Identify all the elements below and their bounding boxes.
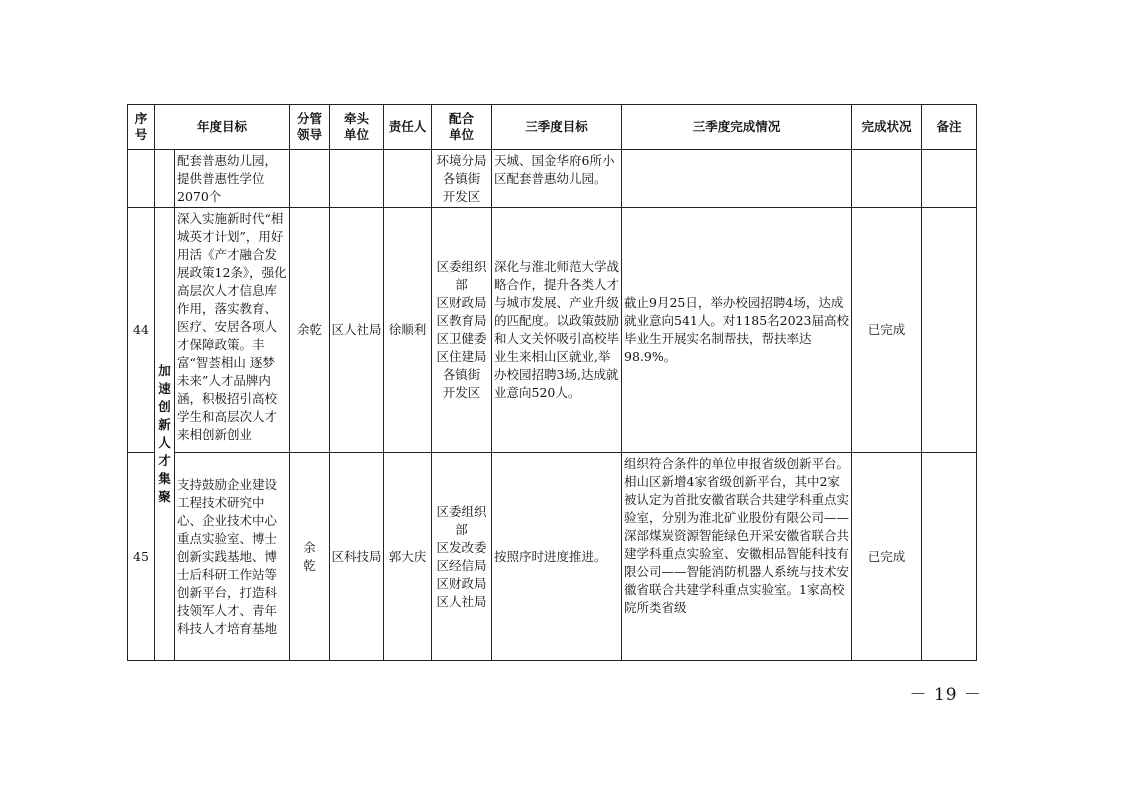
row-q3-progress: 截止9月25日，举办校园招聘4场，达成就业意向541人。对1185名2023届高校毕业生开展实名制帮扶，帮扶率达98.9%。	[622, 208, 852, 453]
row-lead-unit: 区人社局	[330, 208, 384, 453]
row-seq: 45	[128, 453, 155, 661]
row-lead-unit	[330, 150, 384, 208]
header-lead-unit: 牵头 单位	[330, 105, 384, 150]
row-remark	[922, 453, 977, 661]
table-row	[128, 453, 977, 661]
category-cell	[155, 208, 175, 661]
row-lead-unit: 区科技局	[330, 453, 384, 661]
category-label: 加速创新人才集聚	[158, 363, 171, 504]
row-coop-unit: 环境分局 各镇街 开发区	[432, 150, 492, 208]
header-responsible: 责任人	[384, 105, 432, 150]
header-coop-unit: 配合 单位	[432, 105, 492, 150]
row-q3-goal: 天城、国金华府6所小区配套普惠幼儿园。	[492, 150, 622, 208]
row-leader: 余 乾	[290, 453, 330, 661]
row-q3-progress	[622, 150, 852, 208]
header-q3-goal: 三季度目标	[492, 105, 622, 150]
row-responsible	[384, 150, 432, 208]
table-row	[128, 150, 977, 208]
header-leader: 分管 领导	[290, 105, 330, 150]
row-responsible: 徐顺利	[384, 208, 432, 453]
header-q3-progress: 三季度完成情况	[622, 105, 852, 150]
target-table	[127, 104, 977, 661]
header-annual-goal: 年度目标	[155, 105, 290, 150]
row-leader: 余乾	[290, 208, 330, 453]
header-remark: 备注	[922, 105, 977, 150]
row-status	[852, 150, 922, 208]
row-responsible: 郭大庆	[384, 453, 432, 661]
header-status: 完成状况	[852, 105, 922, 150]
row-seq: 44	[128, 208, 155, 453]
row-q3-goal: 深化与淮北师范大学战略合作，提升各类人才与城市发展、产业升级的匹配度。以政策鼓励和人文关怀吸引高校毕业生来相山区就业,举办校园招聘3场,达成就业意向520人。	[492, 208, 622, 453]
category-cell-empty	[155, 150, 175, 208]
row-status: 已完成	[852, 208, 922, 453]
row-q3-progress: 组织符合条件的单位申报省级创新平台。相山区新增4家省级创新平台，其中2家被认定为首批安徽省联合共建学科重点实验室，分别为淮北矿业股份有限公司——深部煤炭资源智能绿色开采安徽省联合共建学科重点实验室、安徽相品智能科技有限公司——智能消防机器人系统与技术安徽省联合共建学科重点实验室。1家高校院所类省级	[622, 453, 852, 661]
row-coop-unit: 区委组织部 区财政局 区教育局 区卫健委 区住建局 各镇街 开发区	[432, 208, 492, 453]
row-seq	[128, 150, 155, 208]
page-number: － 19 －	[909, 685, 982, 705]
row-remark	[922, 150, 977, 208]
row-status: 已完成	[852, 453, 922, 661]
header-row	[128, 105, 977, 150]
row-coop-unit: 区委组织部 区发改委 区经信局 区财政局 区人社局	[432, 453, 492, 661]
row-goal: 配套普惠幼儿园， 提供普惠性学位 2070个	[175, 150, 290, 208]
header-seq: 序 号	[128, 105, 155, 150]
table-row	[128, 208, 977, 453]
row-q3-goal: 按照序时进度推进。	[492, 453, 622, 661]
row-goal: 深入实施新时代“相城英才计划”，用好用活《产才融合发展政策12条》，强化高层次人才信息库作用，落实教育、医疗、安居各项人才保障政策。丰富“智荟相山 逐梦未来”人才品牌内涵，积极招引高校学生和高层次人才来相创新创业	[175, 208, 290, 453]
row-remark	[922, 208, 977, 453]
row-goal: 支持鼓励企业建设工程技术研究中心、企业技术中心重点实验室、博士创新实践基地、博士后科研工作站等创新平台，打造科技领军人才、青年科技人才培育基地	[175, 453, 290, 661]
row-leader	[290, 150, 330, 208]
